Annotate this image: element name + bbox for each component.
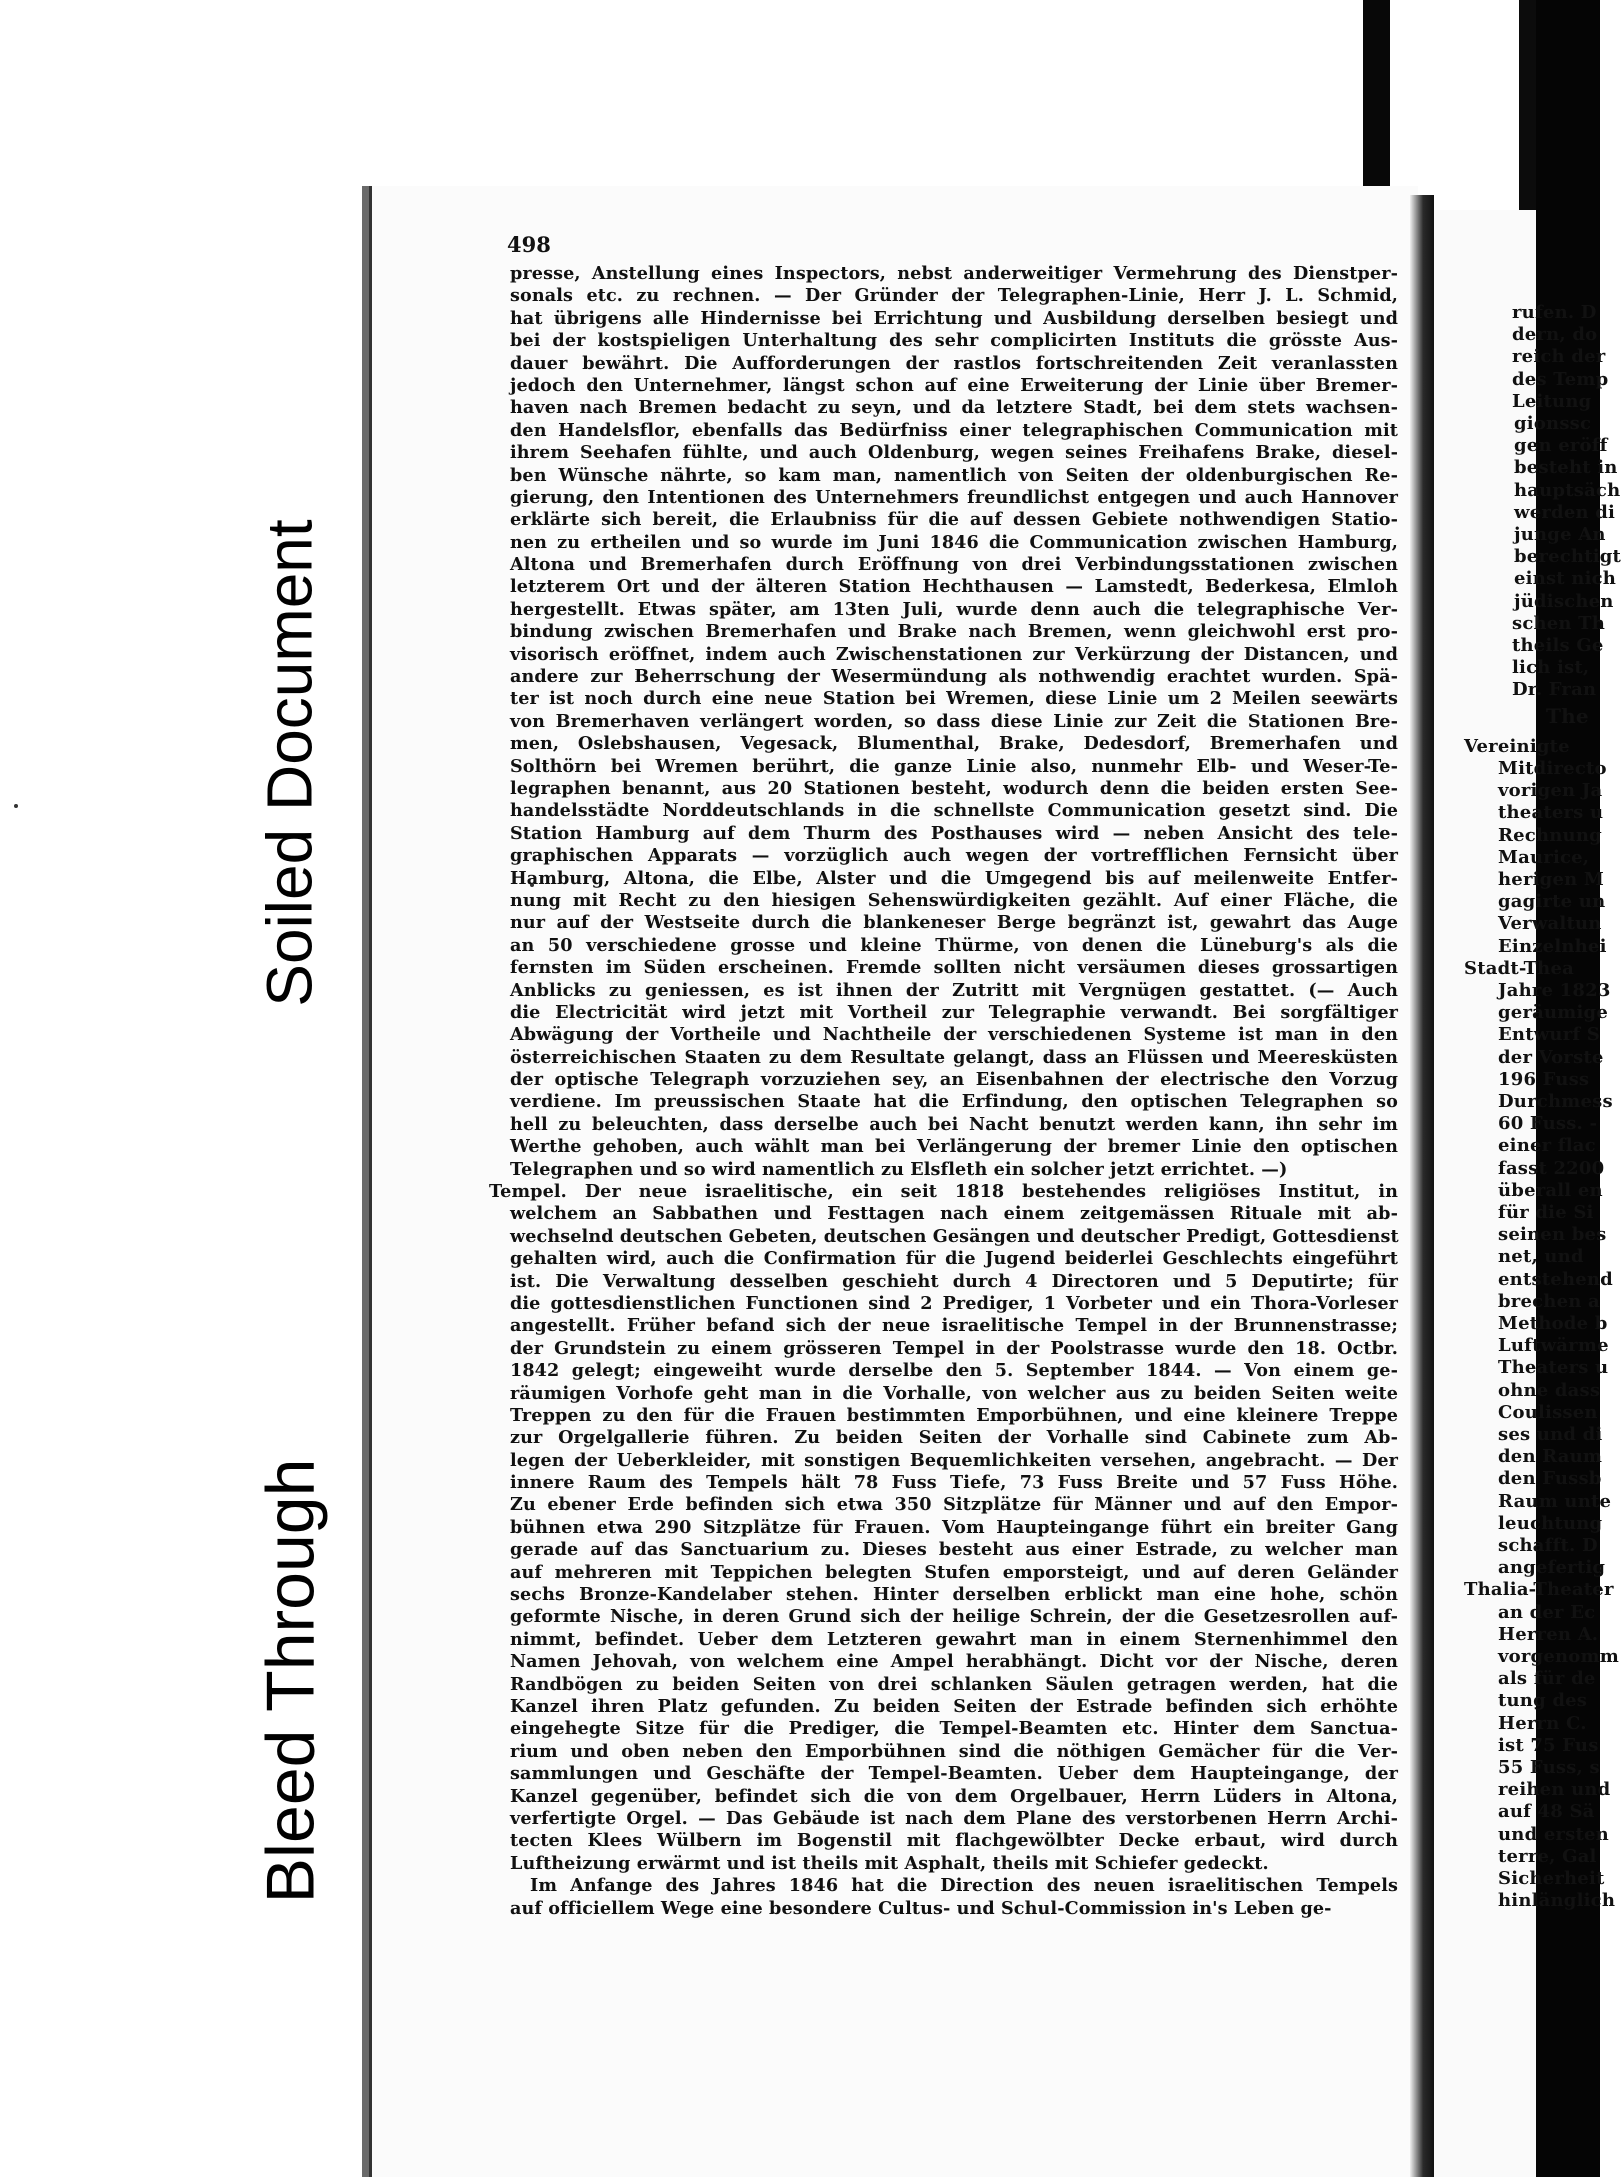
right-page-text-line: rufen. D	[1512, 302, 1597, 323]
text-line: gierung, den Intentionen des Unternehmers freundlichst entgegen und auch Hannover	[510, 486, 1398, 508]
right-page-text-line: lich ist,	[1512, 657, 1590, 679]
text-line: nur auf der Westseite durch die blankeneser Berge begränzt ist, gewahrt das Auge	[510, 912, 1398, 934]
text-line: presse, Anstellung eines Inspectors, nebst anderweitiger Vermehrung des Dienstper-	[510, 263, 1398, 284]
text-line: sonals etc. zu rechnen. — Der Gründer der Telegraphen-Linie, Herr J. L. Schmid,	[510, 285, 1398, 307]
right-page-text-line: Sicherheit	[1498, 1868, 1605, 1889]
text-line: graphischen Apparats — vorzüglich auch wegen der vortrefflichen Fernsicht über	[510, 845, 1398, 867]
right-page-text-line: 196 Fuss	[1498, 1068, 1590, 1090]
text-line: ist. Die Verwaltung desselben geschieht durch 4 Directoren und 5 Deputirte; für	[510, 1270, 1398, 1292]
text-line: ter ist noch durch eine neue Station bei Wremen, diese Linie um 2 Meilen seewärts	[510, 688, 1398, 710]
right-page-text-line: und ersten	[1498, 1823, 1609, 1845]
text-line: Solthörn bei Wremen berührt, die ganze Linie also, nunmehr Elb- und Weser-Te-	[510, 755, 1398, 777]
right-page-text-line: ses und di	[1498, 1424, 1603, 1445]
right-page-text-line: reihen und	[1498, 1779, 1611, 1801]
right-page-text-line: Rechnung	[1498, 824, 1602, 846]
right-page-text-line: junge An	[1514, 524, 1606, 545]
right-page-text-line: seinen bes	[1498, 1224, 1607, 1246]
right-page-text-line: Luftwärme	[1498, 1335, 1609, 1357]
text-line: Im Anfange des Jahres 1846 hat die Direction des neuen israelitischen Tempels	[530, 1875, 1398, 1897]
text-line: fernsten im Süden erscheinen. Fremde sollten nicht versäumen dieses grossartigen	[510, 957, 1398, 979]
right-page-text-line: berechtigt	[1514, 546, 1621, 568]
text-line: österreichischen Staaten zu dem Resultate gelangt, dass an Flüssen und Meeresküsten	[510, 1046, 1398, 1068]
right-page-text-line: Stadt-Thea	[1464, 957, 1574, 979]
page-number: 498	[507, 232, 551, 257]
right-page-text-line: des Temp	[1512, 368, 1609, 390]
right-page-text-line: Dr. Fran	[1512, 679, 1597, 701]
text-line: geformte Nische, in deren Grund sich der heilige Schrein, der die Gesetzesrollen auf-	[510, 1606, 1398, 1628]
text-line: von Bremerhaven verlängert worden, so dass diese Linie zur Zeit die Stationen Bre-	[510, 710, 1398, 732]
text-line: Namen Jehovah, von welchem eine Ampel herabhängt. Dicht vor der Nische, deren	[510, 1651, 1398, 1673]
right-page-text-line: The	[1546, 703, 1589, 728]
right-page-text-line: Maurice,	[1498, 846, 1590, 868]
right-page-text-line: vorgenomm	[1498, 1646, 1619, 1667]
page-edge-shadow	[362, 186, 372, 2177]
main-text-column	[489, 263, 1399, 1920]
text-line: hergestellt. Etwas später, am 13ten Juli, wurde denn auch die telegraphische Ver-	[510, 598, 1398, 620]
text-line: Zu ebener Erde befinden sich etwa 350 Sitzplätze für Männer und auf den Empor-	[510, 1494, 1398, 1516]
text-line: bei der kostspieligen Unterhaltung des sehr complicirten Instituts die grösste Aus-	[510, 330, 1398, 352]
right-page-text-line: Herren A.	[1498, 1623, 1599, 1645]
text-line: hell zu beleuchten, dass derselbe auch bei Nacht benutzt werden kann, ihn sehr im	[510, 1113, 1398, 1135]
text-line: auf mehreren mit Teppichen belegten Stufen emporsteigt, und auf deren Geländer	[510, 1561, 1398, 1583]
right-page-text-line: herigen M	[1498, 869, 1604, 890]
scan-speck	[14, 804, 18, 808]
text-line: der optische Telegraph vorzuziehen sey, an Eisenbahnen der electrische den Vorzug	[510, 1069, 1398, 1091]
text-line: men, Oslebshausen, Vegesack, Blumenthal, Brake, Dedesdorf, Bremerhafen und	[510, 733, 1398, 755]
text-line: bühnen etwa 290 Sitzplätze für Frauen. Vom Haupteingange führt ein breiter Gang	[510, 1516, 1398, 1538]
text-line: andere zur Beherrschung der Wesermündung als nothwendig erachtet wurden. Spä-	[510, 666, 1398, 688]
text-line: Altona und Bremerhafen durch Eröffnung von drei Verbindungsstationen zwischen	[510, 554, 1398, 576]
text-line: tecten Klees Wülbern im Bogenstil mit flachgewölbter Decke erbaut, wird durch	[510, 1830, 1398, 1852]
text-line: ben Wünsche nährte, so kam man, namentlich von Seiten der oldenburgischen Re-	[510, 464, 1398, 486]
right-page-text-line: brechen a	[1498, 1290, 1600, 1312]
text-line: sechs Bronze-Kandelaber stehen. Hinter derselben erblickt man eine hohe, schön	[510, 1584, 1398, 1606]
text-line: Randbögen zu beiden Seiten von drei schlanken Säulen getragen werden, hat die	[510, 1673, 1398, 1695]
right-page-text-line: den Raum	[1498, 1446, 1603, 1468]
text-line: ihrem Seehafen fühlte, und auch Oldenburg, wegen seines Freihafens Brake, diesel-	[510, 442, 1398, 464]
text-line: 1842 gelegt; eingeweiht wurde derselbe den 5. September 1844. — Von einem ge-	[510, 1360, 1398, 1382]
text-line: welchem an Sabbathen und Festtagen nach einem zeitgemässen Rituale mit ab-	[510, 1203, 1398, 1225]
right-page-text-line: überall en	[1498, 1179, 1603, 1201]
text-line: visorisch eröffnet, indem auch Zwischenstationen zur Verkürzung der Distancen, und	[510, 643, 1398, 665]
text-line: Treppen zu den für die Frauen bestimmten Emporbühnen, und eine kleinere Treppe	[510, 1404, 1398, 1426]
text-line: die Electricität wird jetzt mit Vortheil zur Telegraphie verwandt. Bei sorgfältiger	[510, 1001, 1398, 1023]
text-line: erklärte sich bereit, die Erlaubniss für die auf dessen Gebiete nothwendigen Statio-	[510, 509, 1398, 531]
right-page-text-line: geräumige	[1498, 1002, 1608, 1024]
text-line: nimmt, befindet. Ueber dem Letzteren gewahrt man in einem Sternenhimmel den	[510, 1628, 1398, 1650]
right-page-text-line: Herrn C.	[1498, 1712, 1587, 1734]
text-line: legen der Ueberkleider, mit sonstigen Bequemlichkeiten versehen, angebracht. — Der	[510, 1449, 1398, 1471]
text-line: rium und oben neben den Emporbühnen sind die nöthigen Gemächer für die Ver-	[510, 1740, 1398, 1762]
right-page-text-line: für die Si	[1498, 1202, 1594, 1223]
right-page-text-line: Durchmess	[1498, 1091, 1613, 1112]
right-page-text-line: leuchtung	[1498, 1512, 1603, 1534]
right-page-text-line: angefertig	[1498, 1557, 1606, 1579]
right-page-text-line: fasst 2200	[1498, 1157, 1605, 1179]
right-page-text-line: besteht in	[1514, 457, 1618, 479]
text-line: an 50 verschiedene grosse und kleine Thürme, von denen die Lüneburg's als die	[510, 934, 1398, 956]
text-line: hat übrigens alle Hindernisse bei Errichtung und Ausbildung derselben besiegt und	[510, 307, 1398, 329]
right-page-text-line: einst nich	[1514, 568, 1617, 590]
text-line: haven nach Bremen bedacht zu seyn, und da letztere Stadt, bei dem stets wachsen-	[510, 397, 1398, 419]
text-line: die gottesdienstlichen Functionen sind 2 Prediger, 1 Vorbeter und ein Thora-Vorleser	[510, 1292, 1398, 1314]
right-page-text-line: vorigen Ja	[1498, 780, 1603, 802]
text-line: bindung zwischen Bremerhafen und Brake nach Bremen, wenn gleichwohl erst pro-	[510, 621, 1398, 643]
right-page-text-line: Mitdirecto	[1498, 758, 1607, 779]
right-page-text-line: Verwaltun	[1498, 913, 1602, 935]
text-line: handelsstädte Norddeutschlands in die schnellste Communication gesetzt sind. Die	[510, 800, 1398, 822]
right-page-text-line: auf 48 Sä	[1498, 1801, 1595, 1823]
text-line: dauer bewährt. Die Aufforderungen der rastlos fortschreitenden Zeit veranlassten	[510, 352, 1398, 374]
right-page-text-line: einer flac	[1498, 1135, 1596, 1157]
soiled-document-label	[235, 466, 345, 1060]
text-line: Station Hamburg auf dem Thurm des Posthauses wird — neben Ansicht des tele-	[510, 822, 1398, 844]
right-page-text-line: Jahre 1823	[1498, 980, 1611, 1001]
text-line: der Grundstein zu einem grösseren Tempel in der Poolstrasse wurde den 18. Octbr.	[510, 1337, 1398, 1359]
book-gutter	[1410, 195, 1434, 2177]
text-line: gehalten wird, auch die Confirmation für die Jugend beiderlei Geschlechts eingeführt	[510, 1248, 1398, 1270]
text-line: nen zu ertheilen und so wurde im Juni 1846 die Communication zwischen Hamburg,	[510, 531, 1398, 553]
text-line: den Handelsflor, ebenfalls das Bedürfniss einer telegraphischen Communication mit	[510, 419, 1398, 441]
right-page-text-line: hauptsäch	[1514, 479, 1621, 501]
text-line: Tempel. Der neue israelitische, ein seit 1818 bestehendes religiöses Institut, in	[489, 1181, 1398, 1203]
right-page-text-line: schen Th	[1512, 612, 1606, 634]
right-page-text-line: theaters u	[1498, 802, 1604, 824]
right-page-text-line: jüdischen	[1514, 590, 1614, 612]
right-page-text-line: tung des	[1498, 1690, 1588, 1712]
right-page-text-line: entstehend	[1498, 1268, 1613, 1290]
book-page-right-partial	[1434, 210, 1621, 2177]
right-page-text-line: Theaters u	[1498, 1357, 1609, 1379]
bleed-through-text: Bleed Through	[252, 1458, 329, 1904]
text-line: Luftheizung erwärmt und ist theils mit Asphalt, theils mit Schiefer gedeckt.	[510, 1852, 1269, 1874]
text-line: letzterem Ort und der älteren Station Hechthausen — Lamstedt, Bederkesa, Elmloh	[510, 576, 1398, 598]
right-page-text-line: Einzelnhei	[1498, 935, 1607, 957]
text-line: verdiene. Im preussischen Staate hat die Erfindung, den optischen Telegraphen so	[510, 1091, 1398, 1113]
right-page-text-line: den Fussb	[1498, 1468, 1602, 1490]
right-page-text-line: gagirte un	[1498, 891, 1606, 913]
text-line: Hamburg, Altona, die Elbe, Alster und die Umgegend bis auf meilenweite Entfer-	[510, 867, 1398, 889]
right-page-text-line: terre, Gal	[1498, 1845, 1597, 1867]
right-page-text-line: 60 Fuss. -	[1498, 1113, 1598, 1135]
right-page-text-line: an der Ec	[1498, 1601, 1596, 1623]
text-line: Abwägung der Vortheile und Nachtheile der verschiedenen Systeme ist man in den	[510, 1024, 1398, 1046]
text-line: legraphen benannt, aus 20 Stationen besteht, wodurch denn die beiden ersten See-	[510, 777, 1398, 799]
right-page-text-line: hinlänglich	[1498, 1890, 1616, 1912]
right-page-text-line: Entwurf S	[1498, 1024, 1600, 1046]
right-page-text-line: gionssc	[1514, 413, 1592, 434]
right-page-text-line: 55 Fuss, s	[1498, 1757, 1600, 1778]
right-page-text-line: Vereinigte	[1464, 735, 1570, 757]
right-page-text-line: dern, do	[1512, 324, 1598, 346]
right-page-text-line: gen eröff	[1514, 435, 1608, 457]
bleed-through-label	[235, 1388, 345, 1974]
text-line: Kanzel gegenüber, befindet sich die von dem Orgelbauer, Herrn Lüders in Altona,	[510, 1785, 1398, 1807]
text-line: innere Raum des Tempels hält 78 Fuss Tiefe, 73 Fuss Breite und 57 Fuss Höhe.	[510, 1472, 1398, 1494]
text-line: Werthe gehoben, auch wählt man bei Verlängerung der bremer Linie den optischen	[510, 1136, 1398, 1158]
right-page-text-line: als für de	[1498, 1668, 1596, 1690]
text-line: Anblicks zu geniessen, es ist ihnen der Zutritt mit Vergnügen gestattet. (— Auch	[510, 979, 1398, 1001]
right-page-text-line: Leitung	[1512, 390, 1592, 412]
text-line: eingehegte Sitze für die Prediger, die Tempel-Beamten etc. Hinter dem Sanctua-	[510, 1718, 1398, 1740]
right-page-text-line: net, und	[1498, 1246, 1584, 1268]
text-line: verfertigte Orgel. — Das Gebäude ist nach dem Plane des verstorbenen Herrn Archi-	[510, 1807, 1398, 1829]
right-page-text-line: der Vorste	[1498, 1046, 1604, 1068]
text-line: jedoch den Unternehmer, längst schon auf eine Erweiterung der Linie über Bremer-	[510, 374, 1398, 396]
text-line: Telegraphen und so wird namentlich zu Elsfleth ein solcher jetzt errichtet. —)	[510, 1158, 1288, 1180]
scan-edge-dark-strip	[1363, 0, 1390, 196]
right-page-text-line: ist 75 Fus	[1498, 1734, 1599, 1756]
right-page-text-line: Coulissen	[1498, 1401, 1598, 1423]
right-page-text-line: ohne dass	[1498, 1379, 1601, 1401]
text-line: gerade auf das Sanctuarium zu. Dieses besteht aus einer Estrade, zu welcher man	[510, 1539, 1398, 1561]
text-line: sammlungen und Geschäfte der Tempel-Beamten. Ueber dem Haupteingange, der	[510, 1763, 1398, 1785]
text-line: nung mit Recht zu den hiesigen Sehenswürdigkeiten gezählt. Auf einer Fläche, die	[510, 889, 1398, 911]
soiled-document-text: Soiled Document	[254, 519, 326, 1007]
right-page-text-line: reich der	[1512, 346, 1606, 368]
text-line: auf officiellem Wege eine besondere Cultus- und Schul-Commission in's Leben ge-	[510, 1897, 1332, 1919]
right-page-text-line: theils Ge	[1512, 635, 1604, 656]
right-page-text-line: Thalia-Theater	[1464, 1579, 1614, 1601]
right-page-text-line: Methode b	[1498, 1313, 1608, 1334]
text-line: wechselnd deutschen Gebeten, deutschen Gesängen und deutscher Predigt, Gottesdienst	[510, 1225, 1399, 1247]
text-line: angestellt. Früher befand sich der neue israelitische Tempel in der Brunnenstrasse;	[510, 1315, 1398, 1337]
text-line: zur Orgelgallerie führen. Zu beiden Seiten der Vorhalle sind Cabinete zum Ab-	[510, 1427, 1398, 1449]
right-page-text-line: werden di	[1514, 501, 1616, 523]
right-page-text-line: Raum unte	[1498, 1490, 1612, 1512]
right-page-text-line: schafft. D	[1498, 1535, 1598, 1556]
text-line: räumigen Vorhofe geht man in die Vorhalle, von welcher aus zu beiden Seiten weite	[510, 1382, 1398, 1404]
text-line: Kanzel ihren Platz gefunden. Zu beiden Seiten der Estrade befinden sich erhöhte	[510, 1696, 1398, 1717]
